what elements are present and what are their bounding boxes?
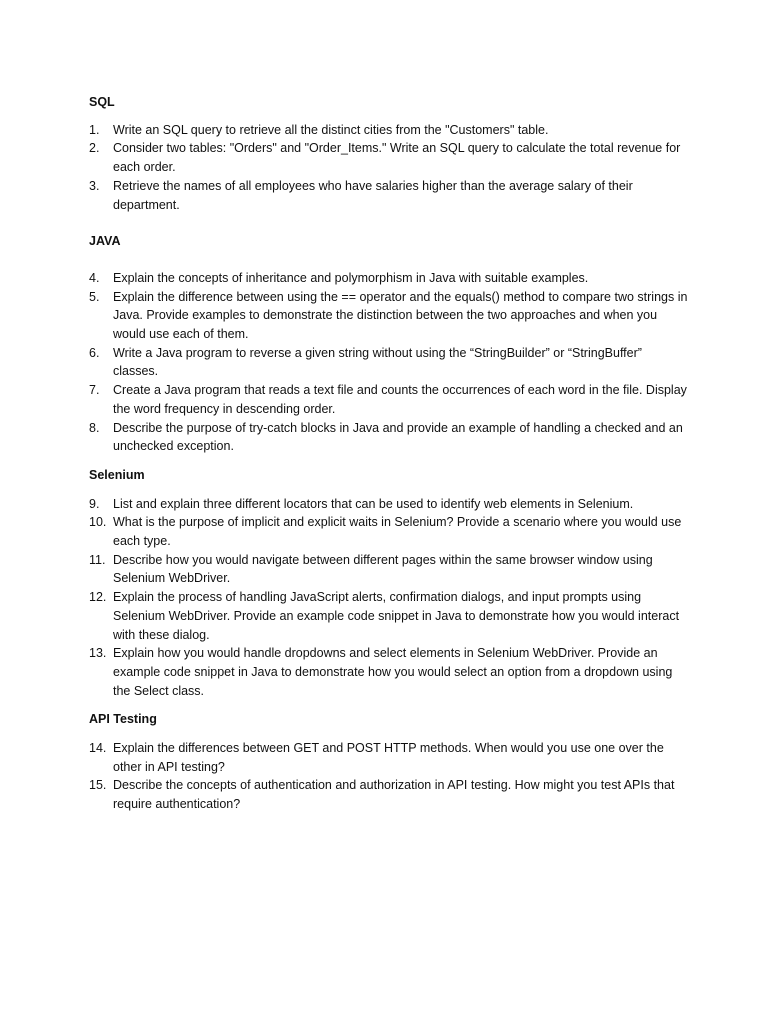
question-text: Write a Java program to reverse a given string without using the “StringBuilder” or “StringBuffer” classes. <box>113 345 642 379</box>
question-item <box>89 139 689 176</box>
question-text: Create a Java program that reads a text file and counts the occurrences of each word in the file. Display the word frequency in descending order. <box>113 383 687 416</box>
question-text: Explain the differences between GET and POST HTTP methods. When would you use one over the other in API testing? <box>113 741 664 774</box>
question-number: 2. <box>89 141 100 156</box>
question-number: 3. <box>89 178 100 193</box>
question-number: 15. <box>89 778 107 793</box>
question-text: Explain the process of handling JavaScript alerts, confirmation dialogs, and input prompts using Selenium WebDriver. Provide an example code snippet in Java to demonstrate how you would interact with these dialog. <box>113 590 680 642</box>
question-text: Retrieve the names of all employees who have salaries higher than the average salary of their department. <box>113 178 633 212</box>
question-number: 13. <box>89 646 107 661</box>
question-number: 7. <box>89 383 100 398</box>
question-text: Describe how you would navigate between different pages within the same browser window using Selenium WebDriver. <box>113 552 653 586</box>
question-item <box>89 269 689 288</box>
question-item <box>89 513 689 550</box>
section-heading: API Testing <box>89 712 157 727</box>
question-list <box>89 739 689 814</box>
question-text: List and explain three different locators that can be used to identify web elements in Selenium. <box>113 496 634 511</box>
question-list <box>89 121 689 215</box>
question-item <box>89 344 689 381</box>
question-number: 1. <box>89 122 100 137</box>
section-heading: JAVA <box>89 234 121 249</box>
document-page <box>89 93 689 814</box>
question-item <box>89 644 689 700</box>
question-item <box>89 288 689 344</box>
question-item <box>89 495 689 514</box>
question-item <box>89 776 689 813</box>
question-text: Describe the concepts of authentication and authorization in API testing. How might you test APIs that require authentication? <box>113 778 675 812</box>
question-list <box>89 495 689 701</box>
question-number: 14. <box>89 741 107 756</box>
question-text: Describe the purpose of try-catch blocks in Java and provide an example of handling a checked and an unchecked exception. <box>113 420 683 454</box>
question-item <box>89 381 689 418</box>
section-heading: SQL <box>89 95 115 109</box>
question-item <box>89 551 689 588</box>
question-item <box>89 419 689 456</box>
question-number: 11. <box>89 552 106 567</box>
question-list <box>89 269 689 456</box>
question-number: 12. <box>89 590 107 605</box>
section-java <box>89 232 689 456</box>
question-number: 5. <box>89 289 100 304</box>
question-number: 9. <box>89 496 100 511</box>
question-text: Explain the difference between using the == operator and the equals() method to compare two strings in Java. Provide examples to demonstrate the distinction between the two approaches and when you would use each of them. <box>113 289 688 341</box>
question-item <box>89 588 689 644</box>
question-item <box>89 121 689 140</box>
question-number: 10. <box>89 515 107 530</box>
question-number: 8. <box>89 420 100 435</box>
question-text: Explain how you would handle dropdowns and select elements in Selenium WebDriver. Provide an example code snippet in Java to demonstrate how you would select an option from a dropdown using the Select class. <box>113 646 673 698</box>
question-text: What is the purpose of implicit and explicit waits in Selenium? Provide a scenario where you would use each type. <box>113 515 682 549</box>
question-number: 4. <box>89 270 100 285</box>
question-text: Explain the concepts of inheritance and polymorphism in Java with suitable examples. <box>113 270 589 285</box>
question-number: 6. <box>89 345 100 360</box>
section-heading: Selenium <box>89 467 145 482</box>
question-text: Consider two tables: "Orders" and "Order_Items." Write an SQL query to calculate the total revenue for each order. <box>113 141 681 175</box>
question-text: Write an SQL query to retrieve all the distinct cities from the "Customers" table. <box>113 122 549 137</box>
question-item <box>89 177 689 214</box>
question-item <box>89 739 689 776</box>
section-api-testing <box>89 710 689 814</box>
section-selenium <box>89 466 689 700</box>
section-sql <box>89 93 689 214</box>
